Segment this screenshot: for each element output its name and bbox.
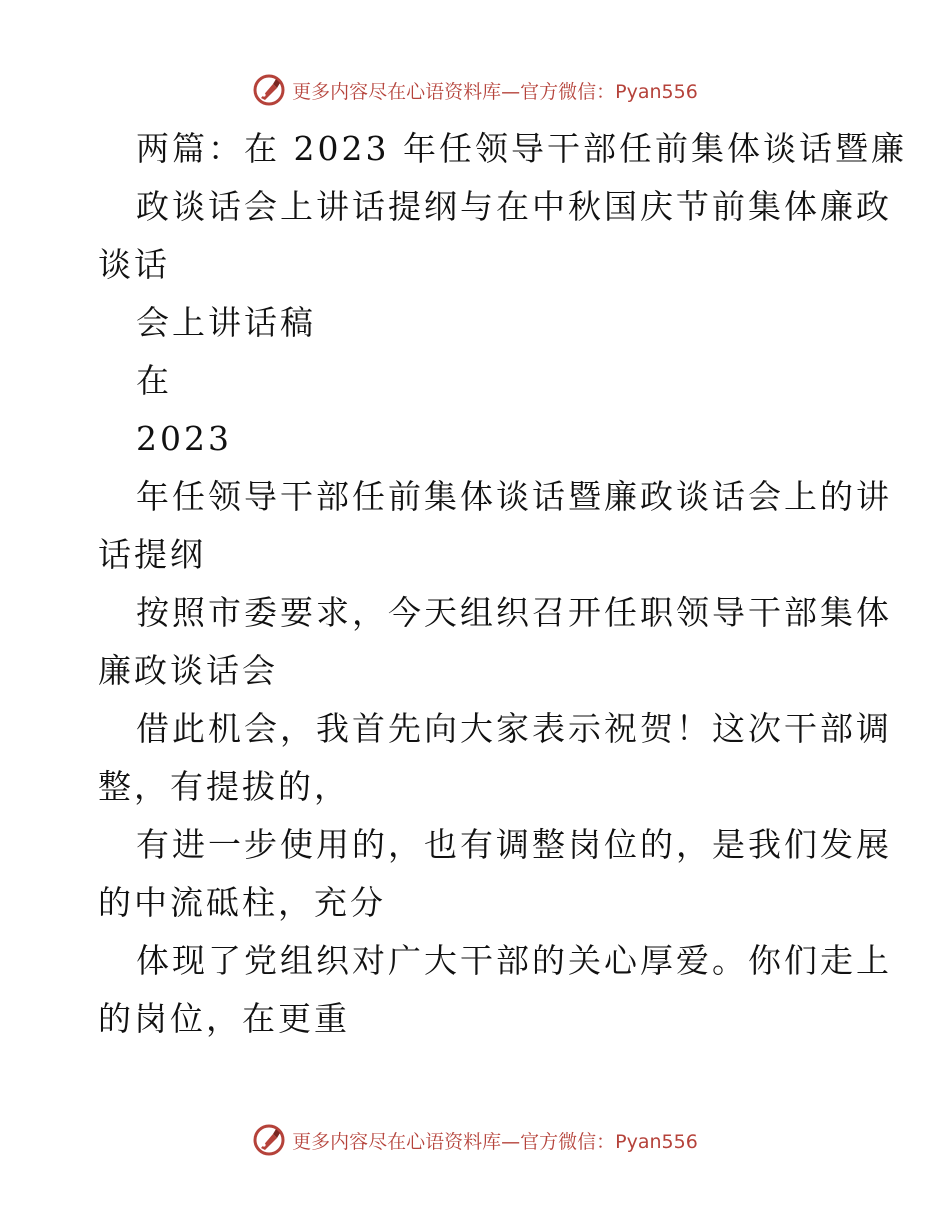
pen-nib-logo-icon <box>252 1123 286 1157</box>
text-line: 的岗位，在更重 <box>98 999 350 1038</box>
text-line: 年任领导干部任前集体谈话暨廉政谈话会上的讲 <box>136 477 892 516</box>
header-watermark <box>0 70 950 110</box>
text-line: 2023 <box>136 419 232 458</box>
text-line-title-1: 两篇：在 2023 年任领导干部任前集体谈话暨廉 <box>136 129 907 168</box>
text-line: 在 <box>136 361 172 400</box>
document-body <box>98 120 907 1048</box>
text-line-title-3: 谈话 <box>98 245 170 284</box>
watermark-text: 更多内容尽在心语资料库—官方微信：Pyan556 <box>292 1130 698 1153</box>
text-line: 整，有提拔的， <box>98 767 350 806</box>
footer-watermark <box>0 1120 950 1160</box>
text-line-subtitle: 会上讲话稿 <box>136 303 316 342</box>
text-line: 话提纲 <box>98 535 206 574</box>
text-line: 按照市委要求，今天组织召开任职领导干部集体 <box>136 593 892 632</box>
text-line: 的中流砥柱，充分 <box>98 883 386 922</box>
watermark-text: 更多内容尽在心语资料库—官方微信：Pyan556 <box>292 80 698 103</box>
pen-nib-logo-icon <box>252 73 286 107</box>
text-line: 体现了党组织对广大干部的关心厚爱。你们走上 <box>136 941 892 980</box>
text-line: 有进一步使用的，也有调整岗位的，是我们发展 <box>136 825 892 864</box>
text-line: 借此机会，我首先向大家表示祝贺！这次干部调 <box>136 709 892 748</box>
text-line-title-2: 政谈话会上讲话提纲与在中秋国庆节前集体廉政 <box>136 187 892 226</box>
text-line: 廉政谈话会 <box>98 651 278 690</box>
